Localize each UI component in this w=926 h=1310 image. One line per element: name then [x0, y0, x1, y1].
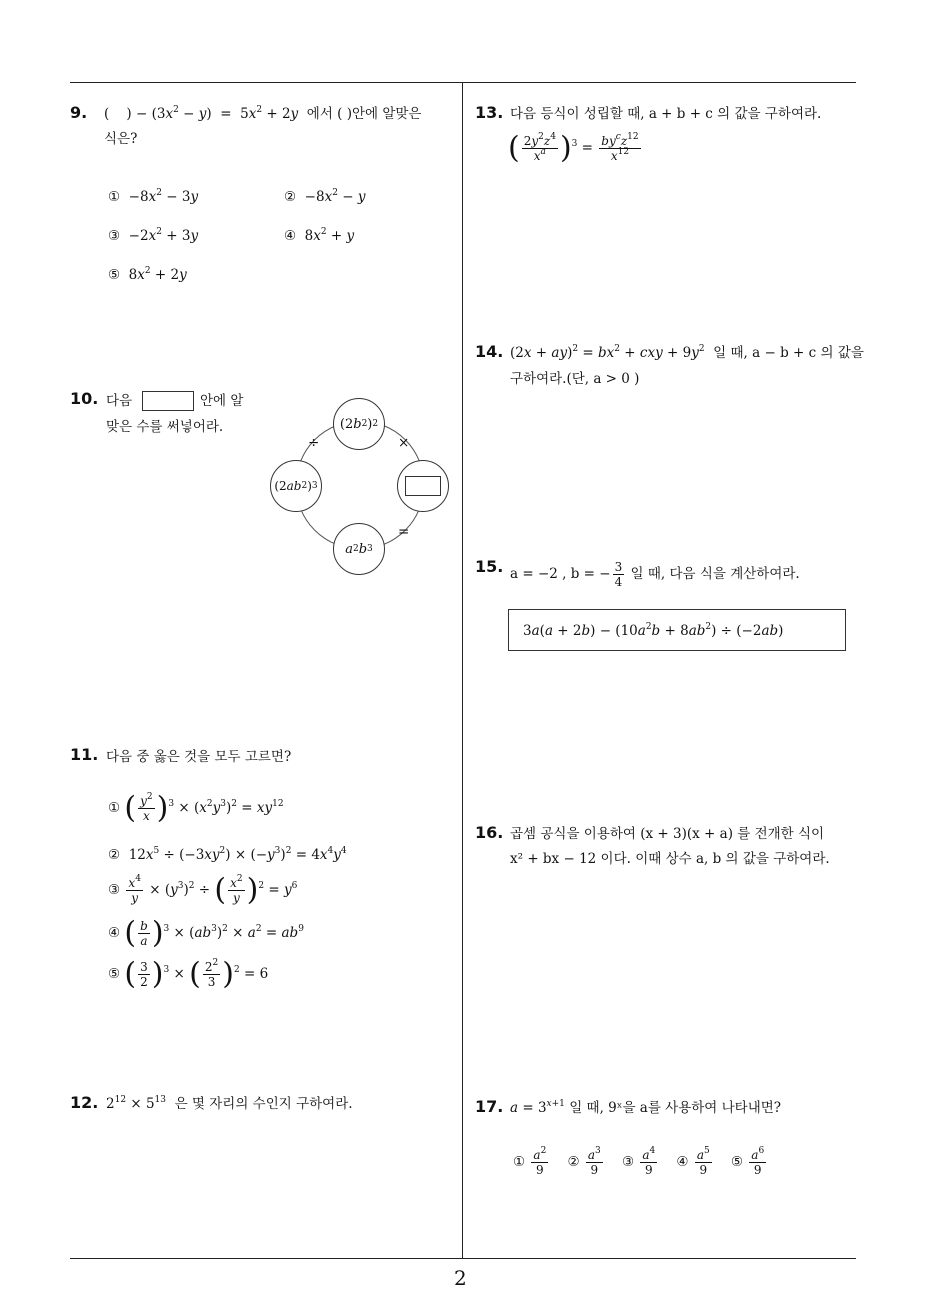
- q10-circle-bottom: a 2 b 3: [333, 523, 385, 575]
- q10-equals-op: =: [398, 524, 410, 540]
- bottom-rule: [70, 1258, 856, 1259]
- q17-text: 일 때, 9ˣ을 a를 사용하여 나타내면?: [569, 1100, 782, 1116]
- q15-stem: [510, 560, 800, 589]
- q11-choice-2: ② $12x^5 \div (-3xy^2) \times (-y^3)^2 = 4x^4y^4$: [108, 846, 347, 863]
- q17-marker-3: ③: [621, 1154, 635, 1170]
- q11-marker-2: ②: [108, 847, 121, 863]
- q9-choice-1: ① $-8x^2 - 3y$: [108, 188, 199, 205]
- q17-den-1: 9: [536, 1163, 544, 1177]
- q11-marker-4: ④: [108, 925, 121, 941]
- q17-stem: $a = 3^{x+1}$ 일 때, 9ˣ을 a를 사용하여 나타내면?: [510, 1099, 782, 1116]
- q16-number: 16.: [475, 823, 504, 842]
- q11-marker-5: ⑤: [108, 966, 121, 982]
- q10-circle-top: (2 b 2 ) 2: [333, 398, 385, 450]
- q9-stem: ( ) − $(3x^2 - y) = 5x^2 + 2y$ 에서 ( )안에 알맞은: [104, 105, 422, 122]
- column-divider: [462, 83, 463, 1258]
- q9-choice-3: ③ $-2x^2 + 3y$: [108, 227, 199, 244]
- q10-text-c: 맞은 수를 써넣어라.: [106, 419, 224, 435]
- q17-den-2: 9: [590, 1163, 599, 1177]
- q11-choice-1: ① ( $\frac{y^2}{x}$ )$^3 \times (x^2y^3)^2 = xy^{12}$: [108, 790, 284, 826]
- q11-choice-4: ④ ( $\frac{b}{a}$ )$^3 \times (ab^3)^2 \times a^2 = ab^9$: [108, 915, 304, 951]
- q14-line1: $(2x + ay)^2 = bx^2$ + cxy + $9y^2$ 일 때, a − b + c 의 값을: [510, 344, 864, 361]
- q12-text: 은 몇 자리의 수인지 구하여라.: [174, 1096, 353, 1112]
- q17-den-5: 9: [753, 1163, 762, 1177]
- q17-marker-1: ①: [513, 1154, 526, 1170]
- q17-marker-4: ④: [676, 1154, 689, 1170]
- page-number: 2: [454, 1266, 467, 1290]
- q15-condition: a = −2 , b = −: [510, 566, 611, 582]
- q17-marker-5: ⑤: [730, 1154, 743, 1170]
- q11-marker-1: ①: [108, 800, 121, 816]
- q17-number: 17.: [475, 1097, 504, 1116]
- q15-expression-box: $3a(a + 2b) - (10a^2b + 8ab^2) \div (-2ab)$: [508, 609, 846, 651]
- q9-number: 9.: [70, 103, 88, 122]
- q9-choice-2: ② $-8x^2 - y$: [284, 188, 366, 205]
- q9-stem-text: 에서 ( )안에 알맞은: [306, 106, 422, 122]
- q14-line1-text: 일 때, a − b + c 의 값을: [713, 345, 864, 361]
- q9-choice-4: ④ $8x^2 + y$: [284, 227, 355, 244]
- q9-choice-5: ⑤ $8x^2 + 2y$: [108, 266, 187, 283]
- q9-stem-line2: 식은?: [104, 131, 138, 147]
- q11-choice-5: ⑤ ( $\frac{3}{2}$ )$^3$ × ( $\frac{2^2}{3}$ )$^2$ = 6: [108, 956, 269, 992]
- q10-text-b: 안에 알: [200, 393, 244, 409]
- q15-number: 15.: [475, 557, 504, 576]
- q17-den-3: 9: [644, 1163, 653, 1177]
- q15-frac-den: 4: [614, 575, 623, 589]
- q10-blank-box: [405, 476, 441, 496]
- q17-marker-2: ②: [567, 1154, 580, 1170]
- q10-circle-right: [397, 460, 449, 512]
- q13-equation: ( $\frac{2y^2z^4}{x^a}$ )$^3$ = $\frac{by^cz^{12}}{x^{12}}$: [508, 130, 639, 166]
- q15-text: 일 때, 다음 식을 계산하여라.: [630, 566, 800, 582]
- q10-times-op: ×: [398, 435, 410, 451]
- q12-number: 12.: [70, 1093, 99, 1112]
- q11-marker-3: ③: [108, 882, 121, 898]
- q10-text-a: 다음: [106, 393, 133, 409]
- q14-line2: 구하여라.(단, a > 0 ): [510, 371, 640, 387]
- q17-den-4: 9: [699, 1163, 708, 1177]
- q16-line1: 곱셈 공식을 이용하여 (x + 3)(x + a) 를 전개한 식이: [510, 826, 825, 842]
- q13-number: 13.: [475, 103, 504, 122]
- q12-stem: $2^{12} \times 5^{13}$ 은 몇 자리의 수인지 구하여라.: [106, 1095, 353, 1112]
- q10-circle-left: (2 ab 2 ) 3: [270, 460, 322, 512]
- q14-number: 14.: [475, 342, 504, 361]
- q16-line2: x² + bx − 12 이다. 이때 상수 a, b 의 값을 구하여라.: [510, 851, 830, 867]
- q11-number: 11.: [70, 745, 99, 764]
- q15-frac-num: 3: [614, 560, 623, 574]
- q10-number: 10.: [70, 389, 99, 408]
- top-rule: [70, 82, 856, 83]
- q11-stem: 다음 중 옳은 것을 모두 고르면?: [106, 749, 292, 765]
- q10-answer-box: [142, 391, 194, 411]
- q10-divide-op: ÷: [308, 435, 320, 451]
- q13-stem: 다음 등식이 성립할 때, a + b + c 의 값을 구하여라.: [510, 106, 822, 122]
- q11-choice-3: ③ $\frac{x^4}{y}$ × $(y^3)^2$ ÷ ( $\frac{x^2}{y}$ )$^2 = y^6$: [108, 872, 298, 908]
- q17-choices: ① $\frac{a^2}{9}$ ② $\frac{a^3}{9}$ ③ $\frac{a^4}{9}$ ④ $\frac{a^5}{9}$ ⑤ $\frac{a^6}{9}$: [513, 1146, 765, 1177]
